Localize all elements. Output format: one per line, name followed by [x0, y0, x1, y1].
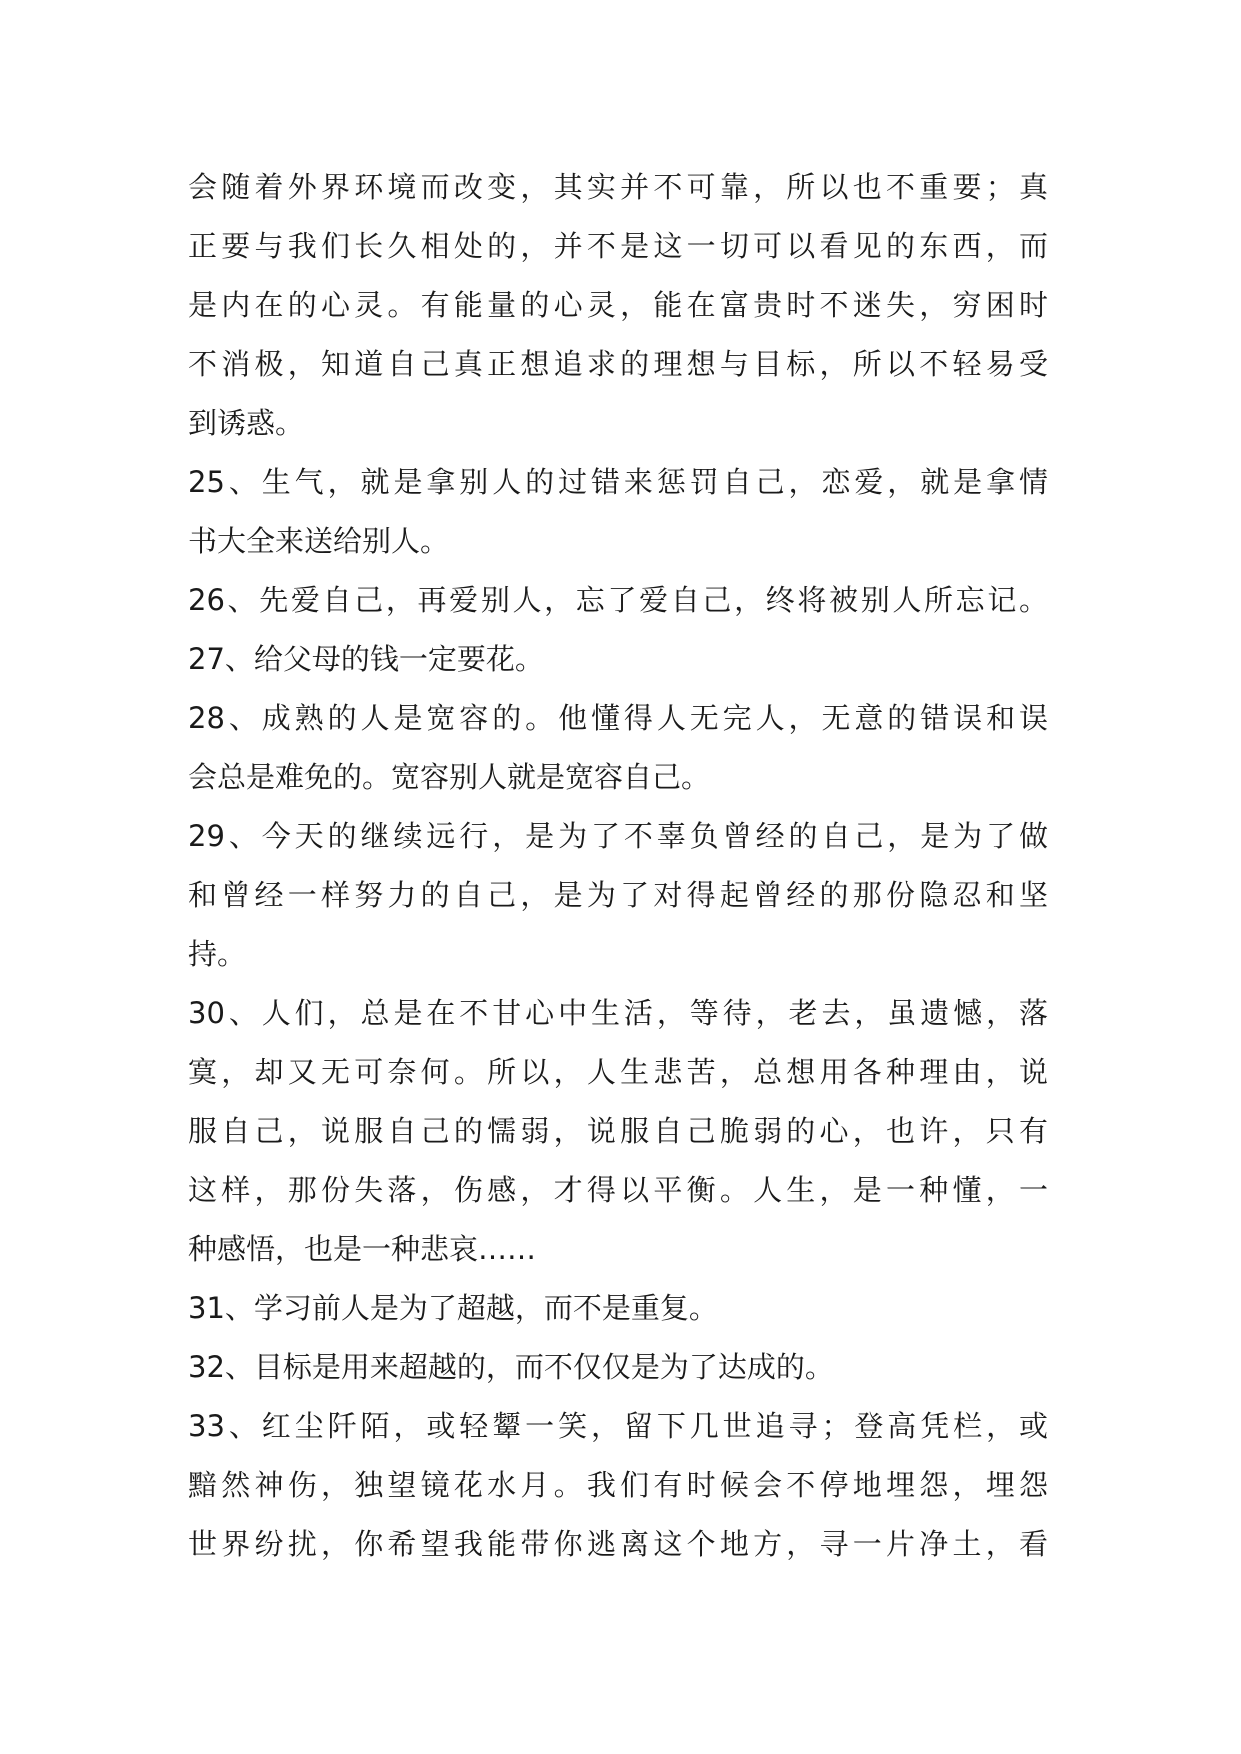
text-line: 25、生气，就是拿别人的过错来惩罚自己，恋爱，就是拿情 — [188, 465, 1048, 499]
text-line: 不消极，知道自己真正想追求的理想与目标，所以不轻易受 — [188, 347, 1048, 381]
text-line: 黯然神伤，独望镜花水月。我们有时候会不停地埋怨，埋怨 — [188, 1468, 1048, 1502]
text-line: 这样，那份失落，伤感，才得以平衡。人生，是一种懂，一 — [188, 1173, 1048, 1207]
text-line: 正要与我们长久相处的，并不是这一切可以看见的东西，而 — [188, 229, 1048, 263]
text-line: 是内在的心灵。有能量的心灵，能在富贵时不迷失，穷困时 — [188, 288, 1048, 322]
text-line: 和曾经一样努力的自己，是为了对得起曾经的那份隐忍和坚 — [188, 878, 1048, 912]
text-line: 种感悟，也是一种悲哀…… — [188, 1232, 537, 1266]
text-line: 服自己，说服自己的懦弱，说服自己脆弱的心，也许，只有 — [188, 1114, 1048, 1148]
text-line: 27、给父母的钱一定要花。 — [188, 642, 544, 676]
text-line: 会随着外界环境而改变，其实并不可靠，所以也不重要；真 — [188, 170, 1048, 204]
text-line: 到诱惑。 — [188, 406, 305, 440]
text-line: 书大全来送给别人。 — [188, 524, 450, 558]
text-line: 会总是难免的。宽容别人就是宽容自己。 — [188, 760, 711, 794]
text-line: 30、人们，总是在不甘心中生活，等待，老去，虽遗憾，落 — [188, 996, 1048, 1030]
text-line: 33、红尘阡陌，或轻颦一笑，留下几世追寻；登高凭栏，或 — [188, 1409, 1048, 1443]
text-line: 28、成熟的人是宽容的。他懂得人无完人，无意的错误和误 — [188, 701, 1048, 735]
text-line: 26、先爱自己，再爱别人，忘了爱自己，终将被别人所忘记。 — [188, 583, 1048, 617]
document-body — [188, 158, 1048, 1574]
text-line: 持。 — [188, 937, 247, 971]
text-line: 32、目标是用来超越的，而不仅仅是为了达成的。 — [188, 1350, 834, 1384]
text-line: 31、学习前人是为了超越，而不是重复。 — [188, 1291, 718, 1325]
text-line: 世界纷扰，你希望我能带你逃离这个地方，寻一片净土，看 — [188, 1527, 1048, 1561]
text-line: 寞，却又无可奈何。所以，人生悲苦，总想用各种理由，说 — [188, 1055, 1048, 1089]
text-line: 29、今天的继续远行，是为了不辜负曾经的自己，是为了做 — [188, 819, 1048, 853]
